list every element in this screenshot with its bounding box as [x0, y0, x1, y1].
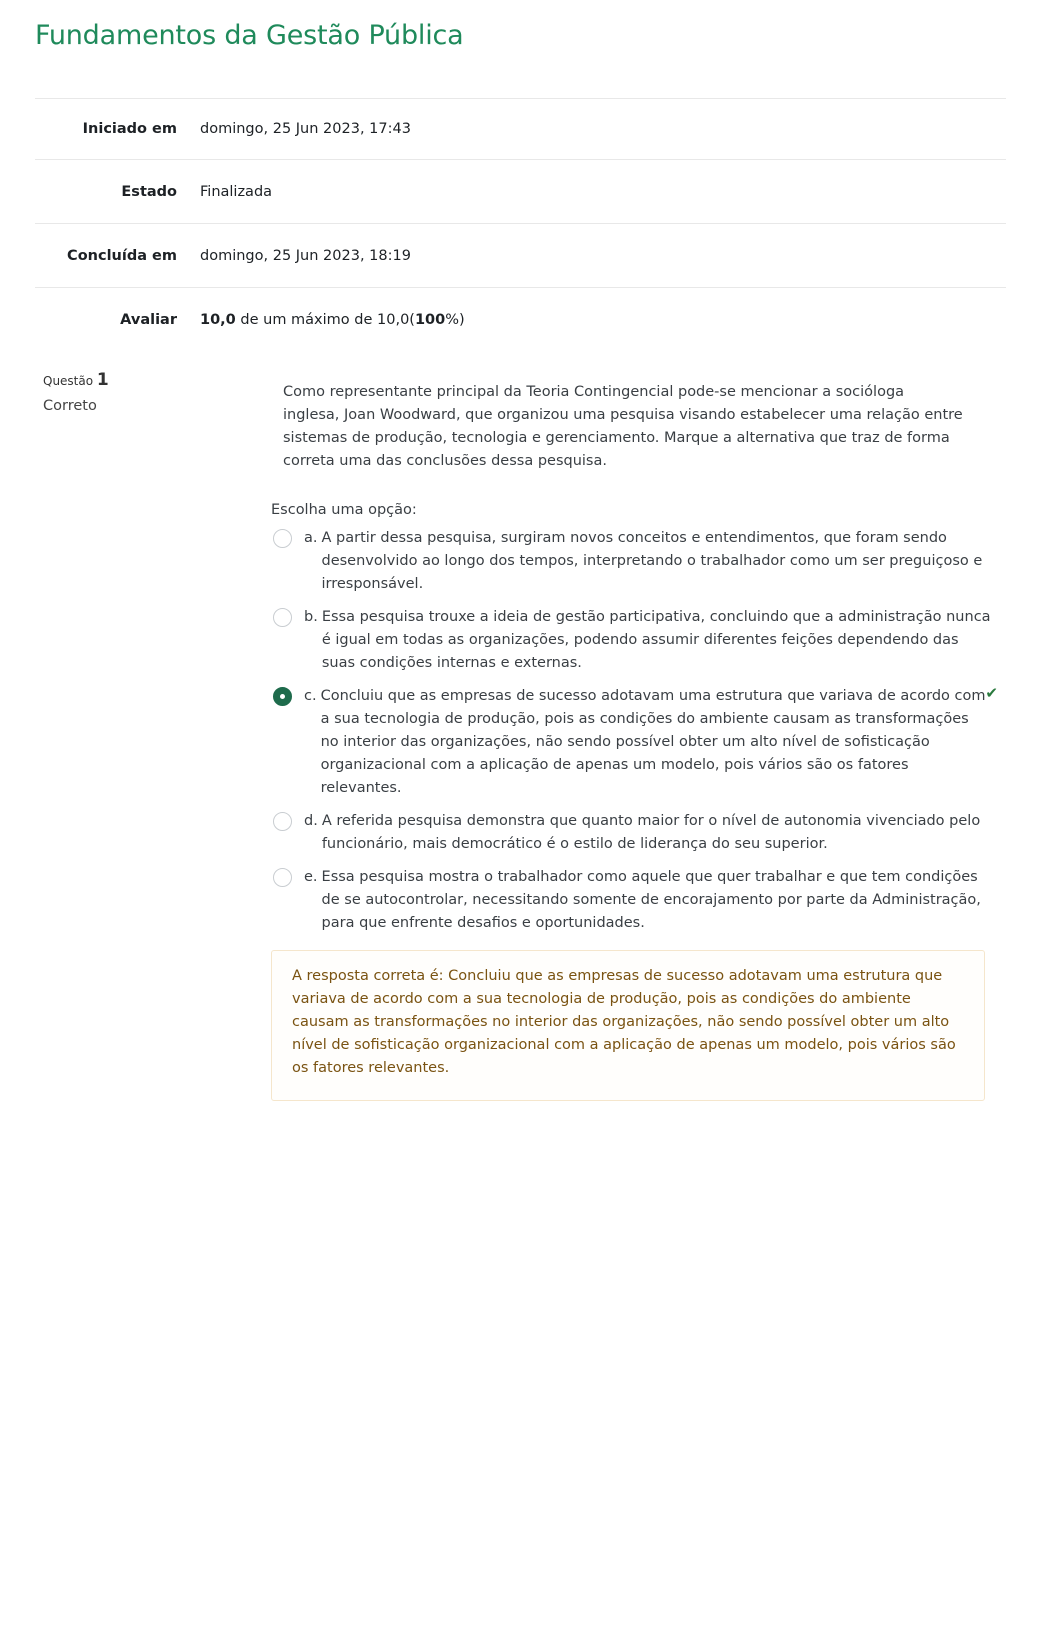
- summary-label: Estado: [121, 183, 177, 200]
- answer-option-d[interactable]: [271, 810, 991, 856]
- option-text: A referida pesquisa demonstra que quanto maior for o nível de autonomia vivenciado pelo funcionário, mais democrático é o estilo de liderança do seu superior.: [321, 813, 981, 852]
- summary-value: domingo, 25 Jun 2023, 17:43: [200, 121, 411, 137]
- radio-button[interactable]: [273, 529, 292, 548]
- grade-percent: 100: [414, 311, 446, 328]
- answer-option-c[interactable]: [271, 684, 998, 800]
- option-text: Concluiu que as empresas de sucesso adotavam uma estrutura que variava de acordo com a sua tecnologia de produção, pois as condições do ambiente causam as transformações no interior das organizações, não sendo possível obter um alto nível de sofisticação organizacional com a aplicação de apenas um modelo, pois vários são os fatores relevantes.: [320, 688, 986, 796]
- option-text: Essa pesquisa trouxe a ideia de gestão participativa, concluindo que a administração nunca é igual em todas as organizações, podendo assumir diferentes feições dependendo das suas condições internas e externas.: [321, 609, 991, 671]
- answer-option-e[interactable]: [271, 866, 991, 935]
- option-text: A partir dessa pesquisa, surgiram novos conceitos e entendimentos, que foram sendo desenvolvido ao longo dos tempos, interpretando o trabalhador como um ser preguiçoso e irresponsável.: [321, 530, 983, 592]
- option-letter: a.: [304, 530, 318, 546]
- question-label: Questão: [43, 374, 94, 388]
- answer-option-a[interactable]: [271, 527, 991, 596]
- radio-button[interactable]: [273, 868, 292, 887]
- option-letter: d.: [304, 813, 318, 829]
- grade-score: 10,0: [200, 311, 236, 328]
- option-text: Essa pesquisa mostra o trabalhador como aquele que quer trabalhar e que tem condições de se autocontrolar, necessitando somente de encorajamento por parte da Administração, para que enfrente desafios e oportunidades.: [321, 869, 981, 931]
- question-state: Correto: [43, 398, 97, 414]
- summary-row-completed: [35, 223, 1006, 287]
- summary-value: domingo, 25 Jun 2023, 18:19: [200, 247, 411, 264]
- option-letter: b.: [304, 609, 318, 625]
- summary-row-grade: [35, 287, 1006, 351]
- summary-label: Avaliar: [120, 311, 177, 328]
- grade-max: de um máximo de 10,0(: [235, 311, 415, 328]
- grade-value: [200, 312, 465, 328]
- radio-button[interactable]: [273, 608, 292, 627]
- answer-option-b[interactable]: [271, 606, 991, 675]
- question-num: 1: [96, 370, 109, 390]
- radio-button-selected[interactable]: [273, 687, 292, 706]
- attempt-summary-table: [35, 98, 1006, 351]
- summary-value: Finalizada: [200, 183, 273, 200]
- correct-answer-feedback: A resposta correta é: Concluiu que as empresas de sucesso adotavam uma estrutura que variava de acordo com a sua tecnologia de produção, pois as condições do ambiente causam as transformações no interior das organizações, não sendo possível obter um alto nível de sofisticação organizacional com a aplicação de apenas um modelo, pois vários são os fatores relevantes.: [271, 950, 985, 1101]
- summary-row-started: [35, 98, 1006, 159]
- grade-end: %): [445, 311, 465, 328]
- summary-label: Concluída em: [67, 247, 177, 264]
- option-letter: e.: [304, 869, 318, 885]
- question-text: Como representante principal da Teoria Contingencial pode-se mencionar a socióloga inglesa, Joan Woodward, que organizou uma pesquisa visando estabelecer uma relação entre sistemas de produção, tecnologia e gerenciamento. Marque a alternativa que traz de forma correta uma das conclusões dessa pesquisa.: [283, 384, 963, 469]
- answer-prompt: Escolha uma opção:: [271, 502, 417, 518]
- summary-row-state: [35, 159, 1006, 223]
- radio-button[interactable]: [273, 812, 292, 831]
- option-letter: c.: [304, 688, 317, 704]
- correct-check-icon: ✔: [985, 684, 998, 702]
- question-info: [43, 370, 223, 414]
- question-number: [43, 370, 223, 390]
- summary-label: Iniciado em: [82, 121, 177, 137]
- page-title: Fundamentos da Gestão Pública: [35, 20, 464, 51]
- answer-options: [271, 527, 998, 945]
